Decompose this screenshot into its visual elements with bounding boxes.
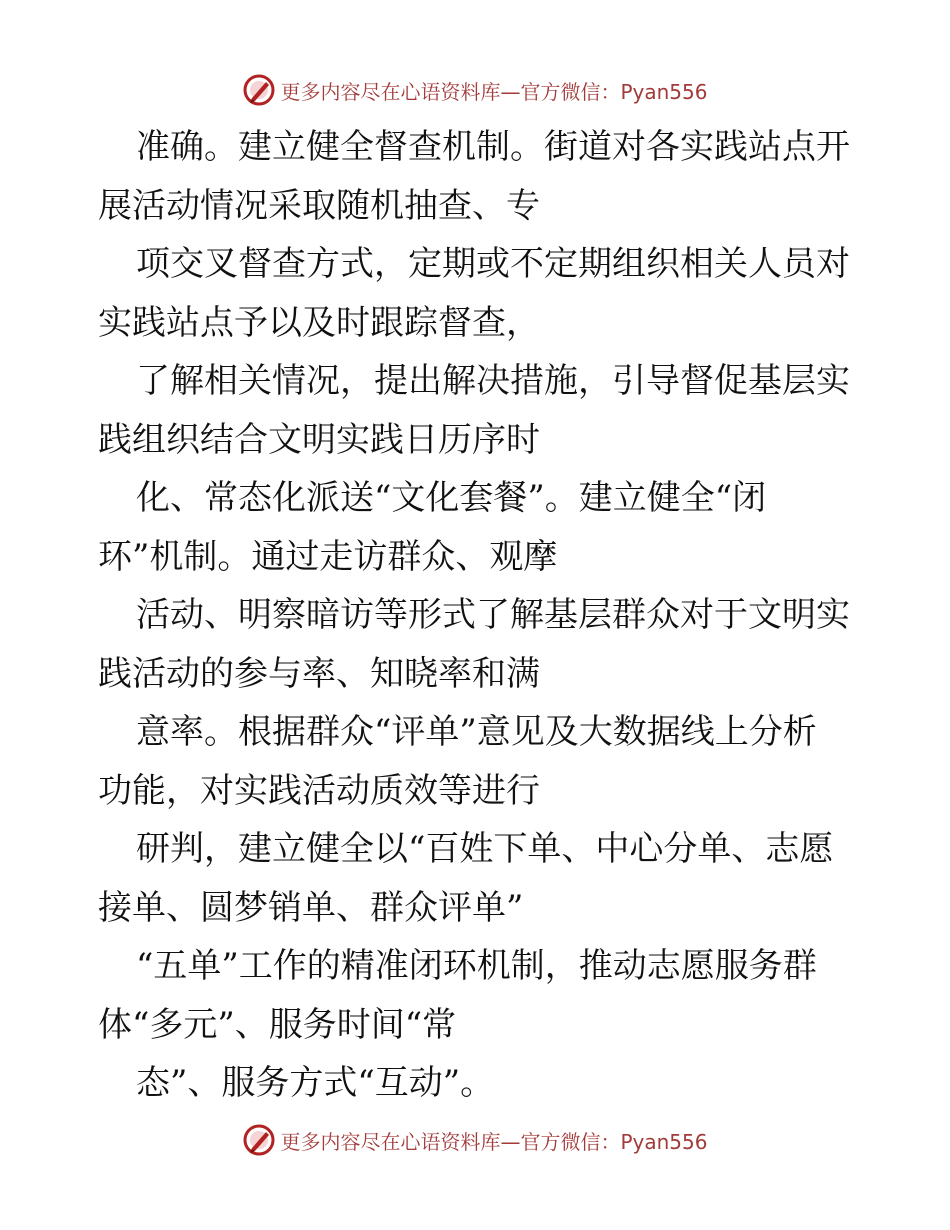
body-text-line: 研判，建立健全以“百姓下单、中心分单、志愿 bbox=[136, 829, 834, 869]
body-text-line: 实践站点予以及时跟踪督查， bbox=[98, 302, 540, 343]
body-text-line: 展活动情况采取随机抽查、专 bbox=[98, 185, 540, 226]
document-body bbox=[98, 118, 858, 1113]
body-text-line: 功能，对实践活动质效等进行 bbox=[98, 770, 540, 811]
body-text-line: 环”机制。通过走访群众、观摩 bbox=[98, 536, 558, 577]
pen-logo-icon bbox=[242, 73, 276, 107]
pen-logo-icon bbox=[242, 1123, 276, 1157]
header-banner bbox=[0, 70, 950, 110]
body-text-line: 准确。建立健全督查机制。街道对各实践站点开 bbox=[136, 127, 850, 167]
body-text-line: 活动、明察暗访等形式了解基层群众对于文明实 bbox=[136, 595, 850, 635]
body-text-line: 意率。根据群众“评单”意见及大数据线上分析 bbox=[136, 712, 817, 752]
body-text-line: 践组织结合文明实践日历序时 bbox=[98, 419, 540, 460]
footer-banner-inner bbox=[242, 1123, 707, 1157]
body-text-line: 项交叉督查方式，定期或不定期组织相关人员对 bbox=[136, 244, 850, 284]
body-text-line: 体“多元”、服务时间“常 bbox=[98, 1004, 457, 1045]
body-text-line: 了解相关情况，提出解决措施，引导督促基层实 bbox=[136, 361, 850, 401]
body-text-line: 接单、圆梦销单、群众评单” bbox=[98, 887, 524, 928]
footer-banner bbox=[0, 1120, 950, 1160]
footer-banner-text: 更多内容尽在心语资料库—官方微信：Pyan556 bbox=[280, 1129, 708, 1154]
header-banner-inner bbox=[242, 73, 707, 107]
header-banner-text: 更多内容尽在心语资料库—官方微信：Pyan556 bbox=[280, 79, 708, 104]
body-text-line: “五单”工作的精准闭环机制，推动志愿服务群 bbox=[136, 946, 817, 986]
body-text-line: 化、常态化派送“文化套餐”。建立健全“闭 bbox=[136, 478, 767, 518]
body-text-line: 态”、服务方式“互动”。 bbox=[136, 1063, 495, 1103]
body-text-line: 践活动的参与率、知晓率和满 bbox=[98, 653, 540, 694]
